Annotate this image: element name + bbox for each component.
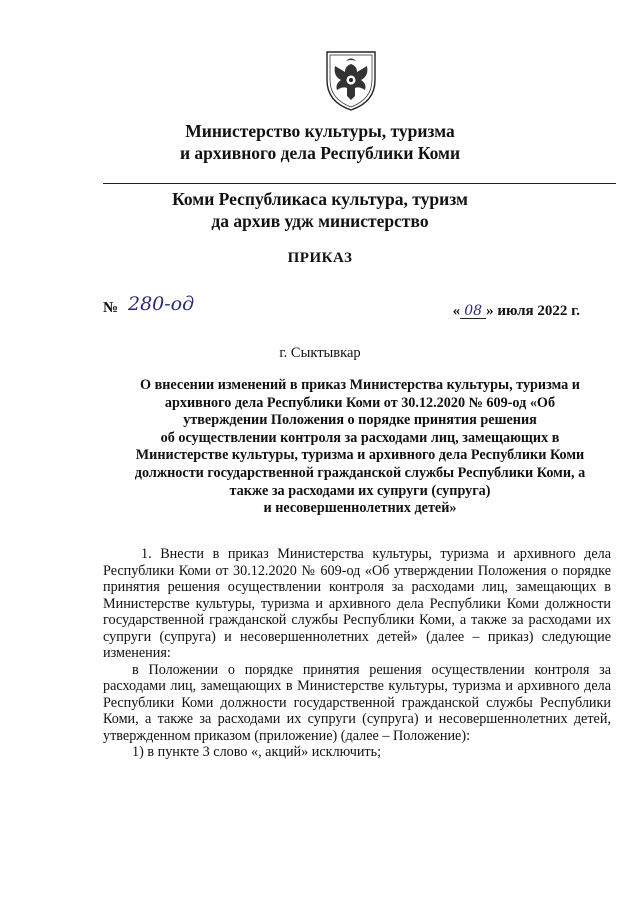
order-date [453,303,580,320]
ministry-ru-line-1: Министерство культуры, туризма [185,121,455,141]
subject-line: об осуществлении контроля за расходами лиц, замещающих в [160,429,560,446]
ministry-komi-line-2: да архив удж министерство [211,211,429,231]
order-number-label: № [103,300,119,316]
subject-line: утверждении Положения о порядке принятия решения [183,412,537,429]
subject-line: Министерстве культуры, туризма и архивного дела Республики Коми [135,447,585,464]
body-paragraph-1: 1. Внести в приказ Министерства культуры, туризма и архивного дела Республики Коми от 30.12.2020 № 609-од «Об утверждении Положения о порядке принятия решения осуществлении контроля за расходами лиц, замещающих в Министерстве культуры, туризма и архивного дела Республики Коми должности государственной гражданской службы Республики Коми, а также за расходами их супруги (супруга) и несовершеннолетних детей» (далее – приказ) следующие изменения: [103,546,611,661]
ministry-komi-line-1: Коми Республикаса культура, туризм [172,189,468,209]
date-day-handwritten: 08 [460,304,486,319]
ministry-name-komi [0,188,640,232]
ministry-ru-line-2: и архивного дела Республики Коми [179,143,461,163]
subject-line: также за расходами их супруги (супруга) [229,482,491,499]
body-paragraph-3: 1) в пункте 3 слово «, акций» исключить; [132,744,382,760]
city: г. Сыктывкар [279,345,361,361]
order-number-handwritten: 280-од [128,293,195,315]
order-title: ПРИКАЗ [287,250,353,266]
komi-coat-of-arms-icon [323,50,379,112]
body-paragraph-2: в Положении о порядке принятия решения осуществлении контроля за расходами лиц, замещающих в Министерстве культуры, туризма и архивного дела Республики Коми должности государственной гражданской службы Республики Коми, а также за расходами их супруги (супруга) и несовершеннолетних детей, утвержденном приказом (приложение) (далее – Положение): [103,661,611,744]
date-month-year: » июля 2022 г. [486,303,580,319]
subject-line: архивного дела Республики Коми от 30.12.2020 № 609-од «Об [164,394,556,411]
order-body [103,546,611,761]
ministry-name-russian [0,120,640,164]
order-subject [105,377,615,518]
subject-line: должности государственной гражданской службы Республики Коми, а [134,464,586,481]
header-divider [103,183,616,184]
subject-line: О внесении изменений в приказ Министерства культуры, туризма и [140,377,580,393]
date-open-quote: « [452,303,461,319]
subject-line: и несовершеннолетних детей» [263,500,457,517]
